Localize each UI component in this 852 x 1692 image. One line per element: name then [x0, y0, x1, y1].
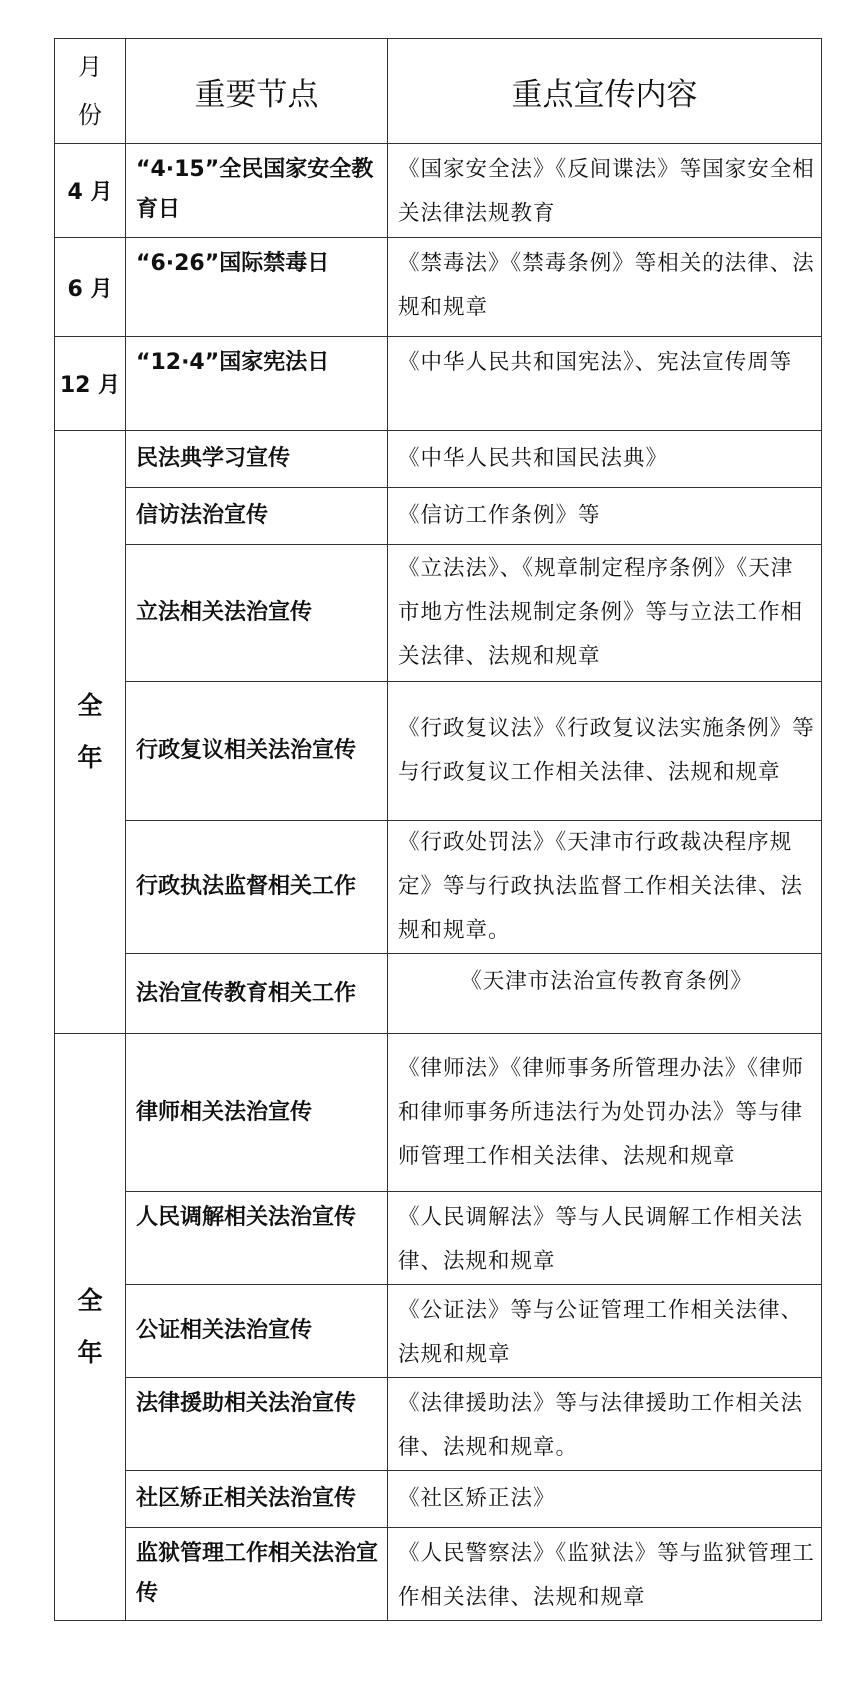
row-content: 《国家安全法》《反间谍法》等国家安全相关法律法规教育	[388, 144, 822, 238]
row-node: 律师相关法治宣传	[126, 1034, 388, 1192]
table-row	[55, 1528, 822, 1621]
row-node: 行政执法监督相关工作	[126, 821, 388, 954]
row-content: 《天津市法治宣传教育条例》	[388, 954, 822, 1034]
table-row	[55, 1378, 822, 1471]
table-row	[55, 545, 822, 682]
table-header-row	[55, 39, 822, 144]
row-content: 《律师法》《律师事务所管理办法》《律师和律师事务所违法行为处罚办法》等与律师管理工作相关法律、法规和规章	[388, 1034, 822, 1192]
row-node: “4·15”全民国家安全教育日	[126, 144, 388, 238]
row-node: 信访法治宣传	[126, 488, 388, 545]
row-node: 法律援助相关法治宣传	[126, 1378, 388, 1471]
header-node: 重要节点	[126, 39, 388, 144]
row-node: “12·4”国家宪法日	[126, 337, 388, 431]
row-content: 《法律援助法》等与法律援助工作相关法律、法规和规章。	[388, 1378, 822, 1471]
row-month-full-year: 全 年	[55, 431, 126, 1034]
row-content: 《中华人民共和国民法典》	[388, 431, 822, 488]
row-content: 《社区矫正法》	[388, 1471, 822, 1528]
row-node: 人民调解相关法治宣传	[126, 1192, 388, 1285]
row-month-full-year: 全 年	[55, 1034, 126, 1621]
row-content: 《行政处罚法》《天津市行政裁决程序规定》等与行政执法监督工作相关法律、法规和规章。	[388, 821, 822, 954]
table-row	[55, 821, 822, 954]
table-row	[55, 1034, 822, 1192]
table-row	[55, 431, 822, 488]
header-content: 重点宣传内容	[388, 39, 822, 144]
row-content: 《人民警察法》《监狱法》等与监狱管理工作相关法律、法规和规章	[388, 1528, 822, 1621]
row-content: 《信访工作条例》等	[388, 488, 822, 545]
row-node: 立法相关法治宣传	[126, 545, 388, 682]
row-node: 社区矫正相关法治宣传	[126, 1471, 388, 1528]
table-row	[55, 1285, 822, 1378]
table-row	[55, 1471, 822, 1528]
row-content: 《人民调解法》等与人民调解工作相关法律、法规和规章	[388, 1192, 822, 1285]
row-content: 《立法法》、《规章制定程序条例》《天津市地方性法规制定条例》等与立法工作相关法律、法规和规章	[388, 545, 822, 682]
row-node: 法治宣传教育相关工作	[126, 954, 388, 1034]
table-row	[55, 488, 822, 545]
row-content: 《禁毒法》《禁毒条例》等相关的法律、法规和规章	[388, 238, 822, 337]
table-row	[55, 682, 822, 821]
row-month: 12 月	[55, 337, 126, 431]
row-month: 4 月	[55, 144, 126, 238]
row-content: 《行政复议法》《行政复议法实施条例》等与行政复议工作相关法律、法规和规章	[388, 682, 822, 821]
table-row	[55, 238, 822, 337]
publicity-schedule-table	[54, 38, 822, 1621]
row-content: 《公证法》等与公证管理工作相关法律、法规和规章	[388, 1285, 822, 1378]
row-node: 行政复议相关法治宣传	[126, 682, 388, 821]
row-node: 监狱管理工作相关法治宣传	[126, 1528, 388, 1621]
row-node: 民法典学习宣传	[126, 431, 388, 488]
row-node: 公证相关法治宣传	[126, 1285, 388, 1378]
row-month: 6 月	[55, 238, 126, 337]
table-row	[55, 337, 822, 431]
table-row	[55, 954, 822, 1034]
table-row	[55, 1192, 822, 1285]
table-row	[55, 144, 822, 238]
header-month: 月 份	[55, 39, 126, 144]
row-content: 《中华人民共和国宪法》、宪法宣传周等	[388, 337, 822, 431]
row-node: “6·26”国际禁毒日	[126, 238, 388, 337]
